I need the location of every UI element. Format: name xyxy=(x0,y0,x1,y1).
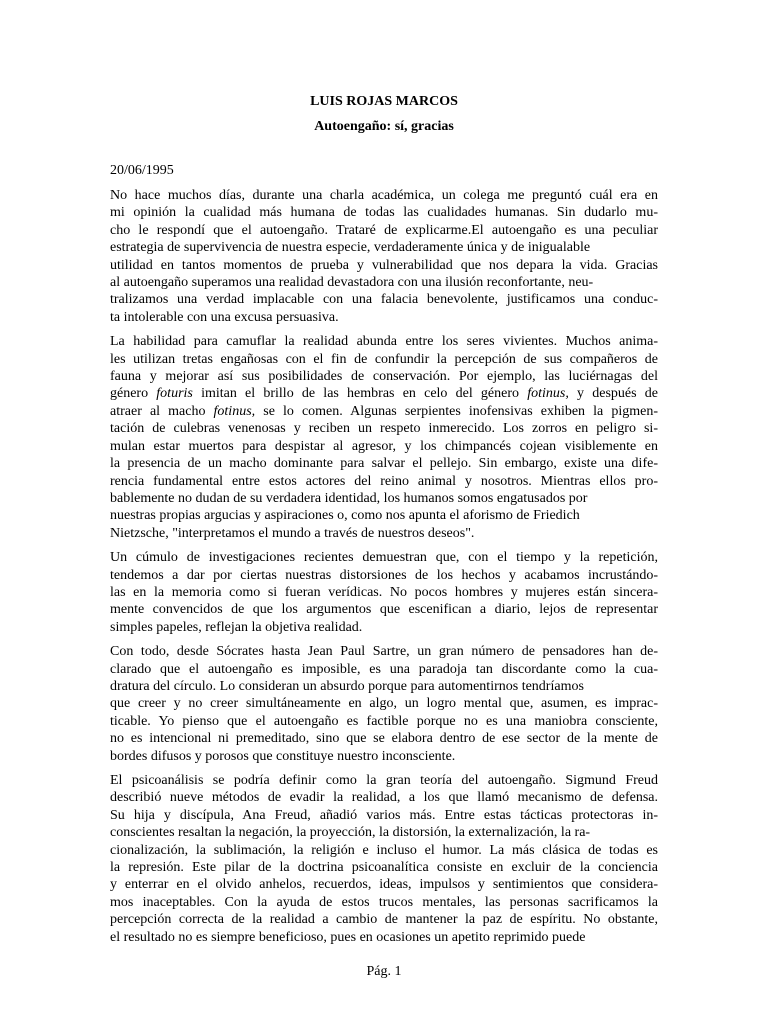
text-run: nuestras propias argucias y aspiraciones o, como nos apunta el aforismo de Friedich xyxy=(110,508,580,524)
text-run: bablemente no dudan de su verdadera identidad, los humanos somos engatusados por xyxy=(110,490,588,506)
text-line xyxy=(110,678,584,695)
text-run: mos inaceptables. Con la ayuda de estos trucos mentales, las personas sacrificamos la xyxy=(110,894,658,910)
article-date: 20/06/1995 xyxy=(110,163,174,178)
text-line xyxy=(110,824,590,841)
text-line xyxy=(110,549,658,566)
text-line xyxy=(110,187,658,204)
text-line xyxy=(110,929,585,946)
text-line xyxy=(110,584,658,601)
text-run: Nietzsche, "interpretamos el mundo a través de nuestros deseos". xyxy=(110,525,475,541)
paragraph xyxy=(110,643,658,765)
page-number: Pág. 1 xyxy=(366,964,402,979)
text-run: estrategia de supervivencia de nuestra especie, verdaderamente única y de inigualable xyxy=(110,240,591,256)
text-run: Su hija y discípula, Ana Freud, añadió varios más. Entre estas tácticas protectoras in- xyxy=(110,807,658,823)
text-run: tación de culebras venenosas y reciben un respeto inmerecido. Los zorros en peligro si- xyxy=(110,421,658,437)
text-line xyxy=(110,807,658,824)
text-line xyxy=(110,420,658,437)
text-line xyxy=(110,842,658,859)
text-run: fauna y mejorar así sus posibilidades de conservación. Por ejemplo, las luciérnagas del xyxy=(110,369,658,385)
paragraph xyxy=(110,772,658,946)
text-line xyxy=(110,789,658,806)
text-run: rencia fundamental entre estos actores del reino animal y nosotros. Mientras ellos pro- xyxy=(110,473,658,489)
text-run: tralizamos una verdad implacable con una falacia benevolente, justificamos una conduc- xyxy=(110,292,658,308)
text-run: la represión. Este pilar de la doctrina psicoanalítica consiste en excluir de la conciencia xyxy=(110,860,658,876)
text-run: ticable. Yo pienso que el autoengaño es factible porque no es una maniobra consciente, xyxy=(110,713,658,729)
text-line xyxy=(110,567,658,584)
text-run: les utilizan tretas engañosas con el fin de confundir la percepción de sus compañeros de xyxy=(110,351,658,367)
text-run: y después de xyxy=(568,386,659,402)
text-run: Con todo, desde Sócrates hasta Jean Paul Sartre, un gran número de pensadores han de- xyxy=(110,644,658,660)
paragraph xyxy=(110,549,658,636)
text-run: al autoengaño superamos una realidad devastadora con una ilusión reconfortante, neu- xyxy=(110,275,594,291)
text-line xyxy=(110,403,658,420)
text-run: mi opinión la cualidad más humana de todas las cualidades humanas. Sin dudarlo mu- xyxy=(110,205,658,221)
text-run: El psicoanálisis se podría definir como la gran teoría del autoengaño. Sigmund Freud xyxy=(110,773,658,788)
text-run: describió nueve métodos de evadir la realidad, a los que llamó mecanismo de defensa. xyxy=(110,790,658,806)
text-line xyxy=(110,490,587,507)
text-run: No hace muchos días, durante una charla académica, un colega me preguntó cuál era en xyxy=(110,188,658,203)
article-body xyxy=(110,187,658,953)
text-run: La habilidad para camuflar la realidad abunda entre los seres vivientes. Muchos anima- xyxy=(110,334,658,350)
text-run: simples papeles, reflejan la objetiva realidad. xyxy=(110,619,363,635)
text-line xyxy=(110,368,658,385)
text-line xyxy=(110,291,658,308)
text-run: que creer y no creer simultáneamente en algo, un logro mental que, asumen, es imprac- xyxy=(110,696,658,712)
text-run: conscientes resaltan la negación, la proyección, la distorsión, la externalización, la ra- xyxy=(110,825,591,841)
text-run: Un cúmulo de investigaciones recientes demuestran que, con el tiempo y la repetición, xyxy=(110,550,658,566)
text-line xyxy=(110,876,658,893)
text-line xyxy=(110,351,658,368)
text-line xyxy=(110,894,658,911)
text-line xyxy=(110,525,474,542)
text-run: imitan el brillo de las hembras en celo del género xyxy=(192,386,528,402)
text-line xyxy=(110,222,658,239)
text-line xyxy=(110,643,658,660)
text-run: atraer al macho xyxy=(110,403,214,419)
text-line xyxy=(110,859,658,876)
text-line xyxy=(110,619,362,636)
text-line xyxy=(110,274,593,291)
article-title: Autoengaño: sí, gracias xyxy=(314,119,454,134)
text-line xyxy=(110,239,590,256)
text-line xyxy=(110,333,658,350)
text-line xyxy=(110,473,658,490)
text-line xyxy=(110,695,658,712)
text-line xyxy=(110,730,658,747)
text-run: se lo comen. Algunas serpientes inofensivas exhiben la pigmen- xyxy=(255,403,658,419)
text-run: género xyxy=(110,386,157,402)
author-heading: LUIS ROJAS MARCOS xyxy=(310,94,458,109)
italic-run: fotinus, xyxy=(527,386,569,402)
text-run: dratura del círculo. Lo consideran un absurdo porque para automentirnos tendríamos xyxy=(110,678,584,694)
text-run: utilidad en tantos momentos de prueba y vulnerabilidad que nos depara la vida. Gracias xyxy=(110,257,658,273)
text-run: las en la memoria como si fueran verídicas. No pocos hombres y mujeres están sincera- xyxy=(110,584,658,600)
text-run: tendemos a dar por ciertas nuestras distorsiones de los hechos y acabamos incrustándo- xyxy=(110,567,658,583)
text-line xyxy=(110,385,658,402)
text-run: percepción correcta de la realidad a cambio de mantener la paz de espíritu. No obstante, xyxy=(110,912,658,928)
text-run: clarado que el autoengaño es imposible, es una paradoja tan discordante como la cua- xyxy=(110,661,658,677)
italic-run: foturis xyxy=(156,386,193,402)
text-line xyxy=(110,713,658,730)
text-run: el resultado no es siempre beneficioso, pues en ocasiones un apetito reprimido puede xyxy=(110,929,586,945)
text-line xyxy=(110,661,658,678)
text-run: bordes difusos y porosos que constituye nuestro inconsciente. xyxy=(110,748,456,764)
italic-run: fotinus, xyxy=(213,403,256,419)
text-line xyxy=(110,507,580,524)
text-run: cionalización, la sublimación, la religión e incluso el humor. La más clásica de todas es xyxy=(110,842,658,858)
text-run: cho le respondí que el autoengaño. Trataré de explicarme.El autoengaño es una peculiar xyxy=(110,222,658,238)
text-line xyxy=(110,911,658,928)
paragraph xyxy=(110,187,658,326)
text-run: mente convencidos de que los argumentos que escenifican a diario, lejos de representar xyxy=(110,602,658,618)
text-line xyxy=(110,438,658,455)
text-line xyxy=(110,204,658,221)
text-run: ta intolerable con una excusa persuasiva. xyxy=(110,309,339,325)
text-line xyxy=(110,601,658,618)
text-line xyxy=(110,748,455,765)
text-run: no es intencional ni premeditado, sino que se elabora dentro de ese sector de la mente de xyxy=(110,731,658,747)
text-run: la presencia de un macho dominante para salvar el pellejo. Sin embargo, existe una dife- xyxy=(110,456,658,472)
paragraph xyxy=(110,333,658,542)
text-run: y enterrar en el olvido anhelos, recuerdos, ideas, impulsos y sentimientos que considera- xyxy=(110,877,658,893)
text-run: mulan estar muertos para despistar al agresor, y los chimpancés cojean visiblemente en xyxy=(110,438,658,454)
text-line xyxy=(110,455,658,472)
text-line xyxy=(110,257,658,274)
text-line xyxy=(110,309,339,326)
text-line xyxy=(110,772,658,789)
